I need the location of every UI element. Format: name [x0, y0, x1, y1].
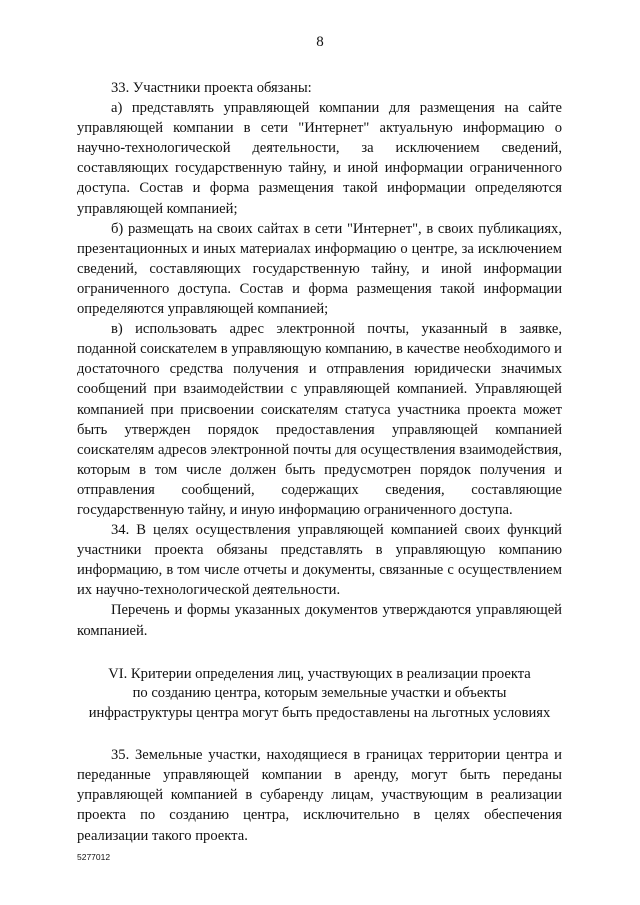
- section-heading: [77, 665, 562, 724]
- paragraph-33: 33. Участники проекта обязаны:: [111, 80, 312, 96]
- paragraph-33-a: а) представлять управляющей компании для размещения на сайте управляющей компании в сети "Интернет" актуальную информацию о научно-технологической деятельности, за исключением сведений, составляющих государственную тайну, и иной информации ограниченного доступа. Состав и форма размещения такой информации определяются управляющей компанией;: [77, 100, 562, 217]
- document-body: [77, 78, 562, 846]
- section-heading-line: по созданию центра, которым земельные участки и объекты: [132, 685, 507, 702]
- paragraph-33-c: в) использовать адрес электронной почты, указанный в заявке, поданной соискателем в управляющую компанию, в качестве необходимого и достаточного средства получения и отправления юридически значимых сообщений при взаимодействии с управляющей компанией. Управляющей компанией при присвоении соискателям статуса участника проекта может быть утвержден порядок предоставления управляющей компанией соискателям адресов электронной почты для осуществления взаимодействия, которым в том числе должен быть предусмотрен порядок получения и отправления сообщений, содержащих сведения, составляющие государственную тайну, и иную информацию ограниченного доступа.: [77, 321, 562, 518]
- paragraph-34: 34. В целях осуществления управляющей компанией своих функций участники проекта обязаны представлять в управляющую компанию информацию, в том числе отчеты и документы, связанные с осуществлением их научно-технологической деятельности.: [77, 522, 562, 599]
- paragraph-34-list: Перечень и формы указанных документов утверждаются управляющей компанией.: [77, 602, 562, 639]
- paragraph-35: 35. Земельные участки, находящиеся в границах территории центра и переданные управляющей компании в аренду, могут быть переданы управляющей компанией в субаренду лицам, участвующим в реализации проекта по созданию центра, исключительно в целях обеспечения реализации такого проекта.: [77, 747, 562, 844]
- section-heading-line: VI. Критерии определения лиц, участвующих в реализации проекта: [108, 665, 531, 682]
- paragraph-33-b: б) размещать на своих сайтах в сети "Интернет", в своих публикациях, презентационных и иных материалах информацию о центре, за исключением сведений, составляющих государственную тайну, и иной информации ограниченного доступа. Состав и форма размещения такой информации определяются управляющей компанией;: [77, 220, 562, 318]
- page-number: 8: [316, 34, 324, 50]
- document-code: 5277012: [77, 852, 111, 862]
- section-heading-line: инфраструктуры центра могут быть предоставлены на льготных условиях: [88, 704, 551, 721]
